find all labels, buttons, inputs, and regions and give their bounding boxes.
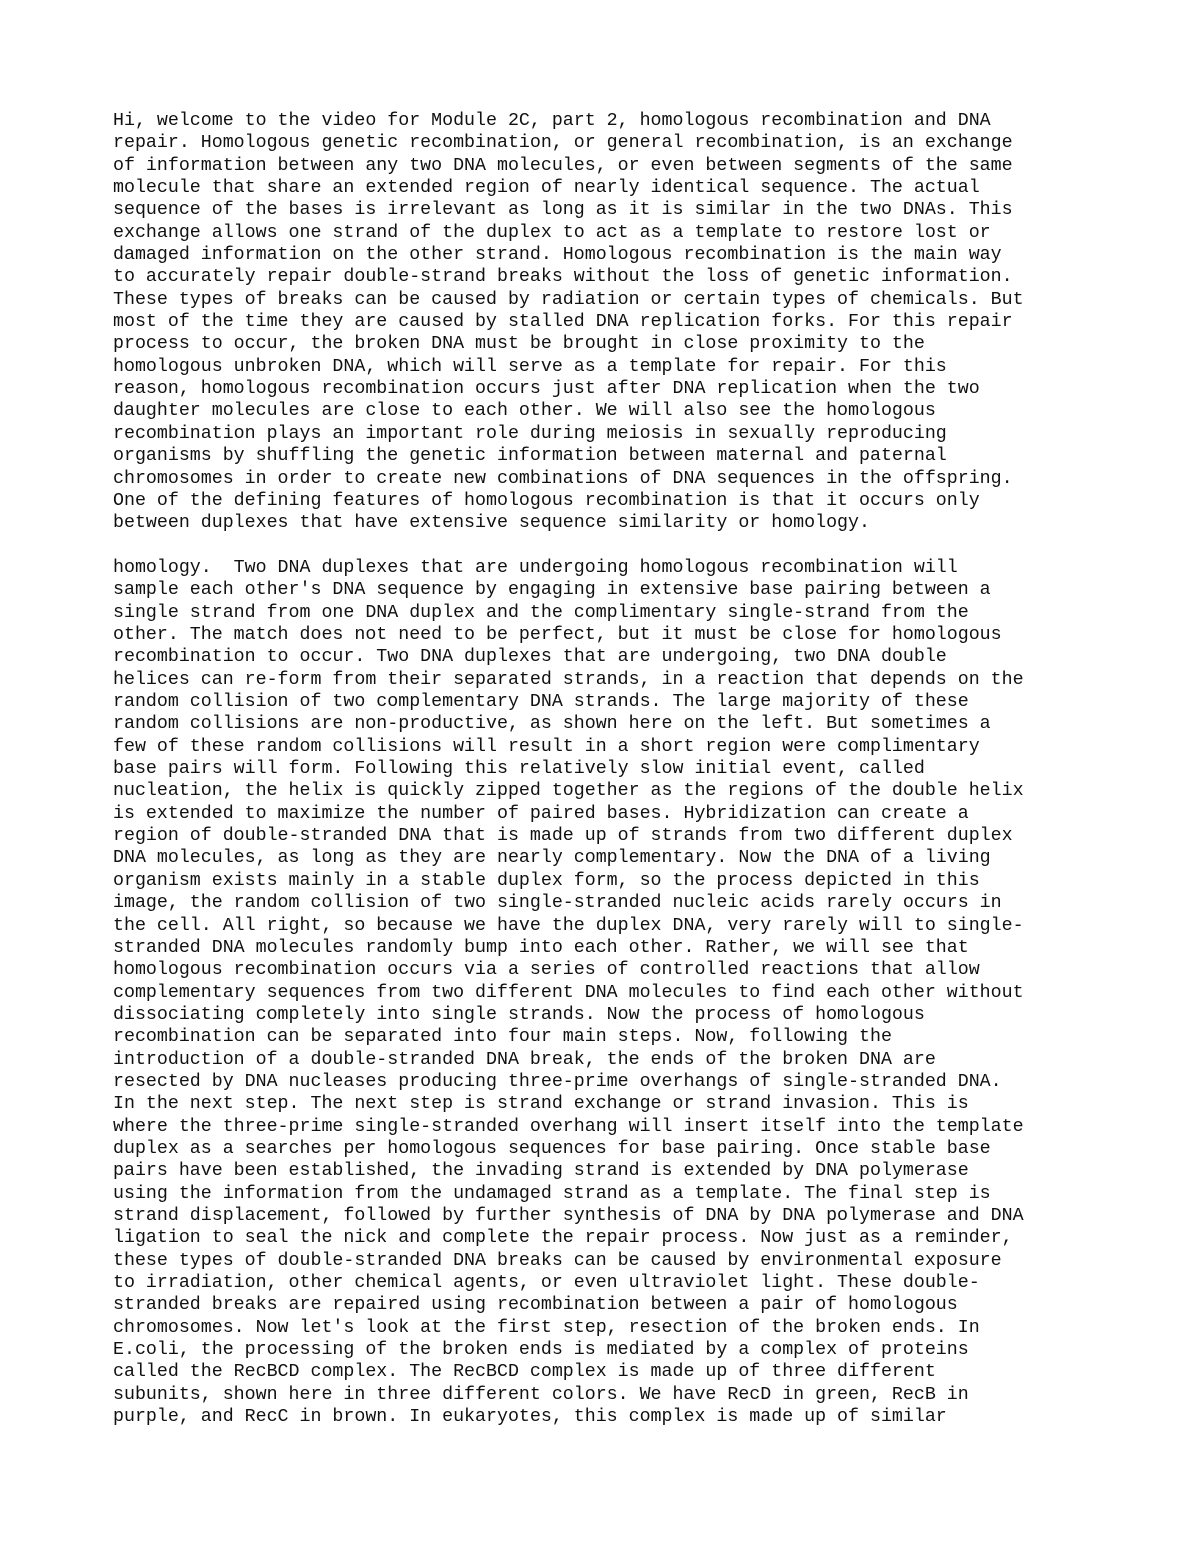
text-line: strand displacement, followed by further synthesis of DNA by DNA polymerase and DNA	[113, 1205, 1024, 1226]
text-line: helices can re-form from their separated strands, in a reaction that depends on the	[113, 669, 1024, 690]
text-line: base pairs will form. Following this relatively slow initial event, called	[113, 759, 925, 780]
text-line: recombination can be separated into four main steps. Now, following the	[113, 1027, 892, 1048]
text-line: is extended to maximize the number of paired bases. Hybridization can create a	[113, 803, 969, 824]
text-line: duplex as a searches per homologous sequences for base pairing. Once stable base	[113, 1138, 991, 1159]
text-line: One of the defining features of homologous recombination is that it occurs only	[113, 490, 980, 511]
text-line: Hi, welcome to the video for Module 2C, part 2, homologous recombination and DNA	[113, 111, 991, 131]
text-line: between duplexes that have extensive sequence similarity or homology.	[113, 513, 870, 534]
text-line: chromosomes in order to create new combinations of DNA sequences in the offspring.	[113, 468, 1013, 489]
text-line: subunits, shown here in three different colors. We have RecD in green, RecB in	[113, 1384, 969, 1405]
text-line: These types of breaks can be caused by radiation or certain types of chemicals. But	[113, 289, 1024, 310]
text-line: using the information from the undamaged strand as a template. The final step is	[113, 1183, 991, 1204]
text-line: to accurately repair double-strand breaks without the loss of genetic information.	[113, 267, 1013, 288]
text-line: homologous unbroken DNA, which will serve as a template for repair. For this	[113, 356, 947, 377]
text-line: region of double-stranded DNA that is made up of strands from two different duplex	[113, 826, 1013, 847]
text-line: exchange allows one strand of the duplex to act as a template to restore lost or	[113, 222, 991, 243]
text-line: organisms by shuffling the genetic information between maternal and paternal	[113, 446, 947, 467]
text-line: process to occur, the broken DNA must be brought in close proximity to the	[113, 334, 925, 355]
text-line: molecule that share an extended region of nearly identical sequence. The actual	[113, 178, 980, 199]
text-line: stranded DNA molecules randomly bump into each other. Rather, we will see that	[113, 937, 969, 958]
text-line: where the three-prime single-stranded overhang will insert itself into the template	[113, 1116, 1024, 1137]
text-line: introduction of a double-stranded DNA break, the ends of the broken DNA are	[113, 1049, 936, 1070]
text-line: recombination to occur. Two DNA duplexes that are undergoing, two DNA double	[113, 647, 947, 668]
text-line: most of the time they are caused by stalled DNA replication forks. For this repair	[113, 312, 1013, 333]
text-line: resected by DNA nucleases producing three-prime overhangs of single-stranded DNA.	[113, 1071, 1002, 1092]
text-line: complementary sequences from two different DNA molecules to find each other without	[113, 982, 1024, 1003]
text-line: other. The match does not need to be perfect, but it must be close for homologous	[113, 625, 1002, 646]
text-line: to irradiation, other chemical agents, or even ultraviolet light. These double-	[113, 1273, 980, 1293]
text-line: random collisions are non-productive, as shown here on the left. But sometimes a	[113, 714, 991, 735]
text-line: nucleation, the helix is quickly zipped together as the regions of the double helix	[113, 781, 1024, 802]
text-line: daughter molecules are close to each other. We will also see the homologous	[113, 401, 936, 422]
text-line: homologous recombination occurs via a series of controlled reactions that allow	[113, 960, 980, 981]
text-line: single strand from one DNA duplex and the complimentary single-strand from the	[113, 602, 969, 623]
paragraph-homology	[113, 557, 1113, 1428]
text-line: few of these random collisions will result in a short region were complimentary	[113, 736, 980, 757]
text-line: sequence of the bases is irrelevant as long as it is similar in the two DNAs. This	[113, 200, 1013, 221]
text-line: damaged information on the other strand. Homologous recombination is the main way	[113, 245, 1002, 266]
text-line: dissociating completely into single strands. Now the process of homologous	[113, 1004, 925, 1025]
paragraph-intro	[113, 110, 1113, 535]
text-line: random collision of two complementary DNA strands. The large majority of these	[113, 692, 969, 713]
text-line: stranded breaks are repaired using recombination between a pair of homologous	[113, 1295, 958, 1316]
text-line: E.coli, the processing of the broken ends is mediated by a complex of proteins	[113, 1340, 969, 1361]
text-line: of information between any two DNA molecules, or even between segments of the same	[113, 155, 1013, 176]
text-line: In the next step. The next step is strand exchange or strand invasion. This is	[113, 1094, 969, 1115]
text-line: purple, and RecC in brown. In eukaryotes, this complex is made up of similar	[113, 1407, 947, 1428]
text-line: chromosomes. Now let's look at the first step, resection of the broken ends. In	[113, 1317, 980, 1338]
text-line: these types of double-stranded DNA breaks can be caused by environmental exposure	[113, 1250, 1002, 1271]
text-line: reason, homologous recombination occurs just after DNA replication when the two	[113, 379, 980, 400]
text-line: ligation to seal the nick and complete the repair process. Now just as a reminder,	[113, 1228, 1013, 1249]
text-line: recombination plays an important role during meiosis in sexually reproducing	[113, 423, 947, 444]
text-line: homology. Two DNA duplexes that are undergoing homologous recombination will	[113, 558, 958, 578]
text-line: repair. Homologous genetic recombination, or general recombination, is an exchange	[113, 133, 1013, 154]
text-line: DNA molecules, as long as they are nearly complementary. Now the DNA of a living	[113, 848, 991, 869]
text-line: pairs have been established, the invading strand is extended by DNA polymerase	[113, 1161, 969, 1182]
text-line: image, the random collision of two single-stranded nucleic acids rarely occurs in	[113, 893, 1002, 914]
text-line: organism exists mainly in a stable duplex form, so the process depicted in this	[113, 870, 980, 891]
text-line: sample each other's DNA sequence by engaging in extensive base pairing between a	[113, 580, 991, 601]
text-line: the cell. All right, so because we have the duplex DNA, very rarely will to single-	[113, 915, 1024, 936]
text-line: called the RecBCD complex. The RecBCD complex is made up of three different	[113, 1362, 936, 1383]
